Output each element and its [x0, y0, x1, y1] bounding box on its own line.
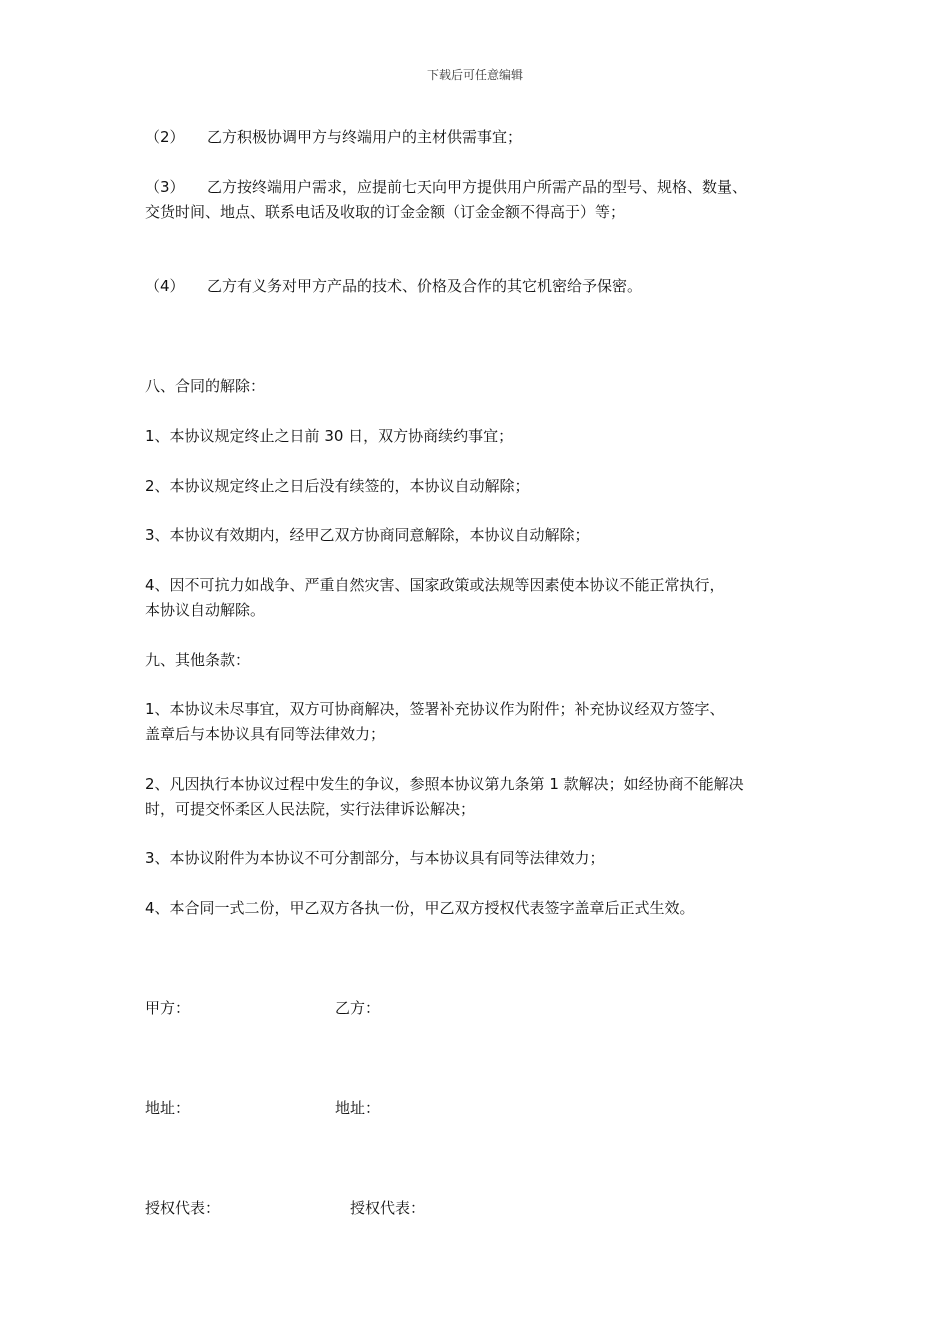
clause-8-4: 4、因不可抗力如战争、严重自然灾害、国家政策或法规等因素使本协议不能正常执行， [145, 576, 725, 594]
clause-7-2 [145, 125, 522, 149]
section-8-title: 八、合同的解除： [145, 377, 266, 395]
clause-9-4: 4、本合同一式二份，甲乙双方各执一份，甲乙双方授权代表签字盖章后正式生效。 [145, 899, 695, 917]
party-b-address-label: 地址： [335, 1099, 381, 1117]
clause-8-2: 2、本协议规定终止之日后没有续签的，本协议自动解除； [145, 477, 530, 495]
clause-number: （4） [145, 277, 185, 295]
party-b-label: 乙方： [335, 999, 381, 1017]
clause-9-2-continued: 时，可提交怀柔区人民法院，实行法律诉讼解决； [145, 800, 476, 818]
clause-text: 乙方积极协调甲方与终端用户的主材供需事宜； [207, 128, 523, 146]
page-header: 下载后可任意编辑 [426, 68, 523, 82]
clause-text: 乙方按终端用户需求，应提前七天向甲方提供用户所需产品的型号、规格、数量、 [207, 178, 748, 196]
clause-7-4 [145, 274, 642, 298]
section-9-title: 九、其他条款： [145, 651, 251, 669]
party-a-representative-label: 授权代表： [145, 1199, 221, 1217]
clause-9-1: 1、本协议未尽事宜，双方可协商解决，签署补充协议作为附件；补充协议经双方签字、 [145, 700, 725, 718]
clause-9-1-continued: 盖章后与本协议具有同等法律效力； [145, 725, 386, 743]
party-a-address-label: 地址： [145, 1099, 191, 1117]
clause-9-2: 2、凡因执行本协议过程中发生的争议，参照本协议第九条第 1 款解决；如经协商不能解决 [145, 775, 744, 793]
clause-7-3-continued: 交货时间、地点、联系电话及收取的订金金额（订金金额不得高于）等； [145, 203, 626, 221]
clause-number: （3） [145, 178, 185, 196]
party-a-label: 甲方： [145, 999, 191, 1017]
clause-9-3: 3、本协议附件为本协议不可分割部分，与本协议具有同等法律效力； [145, 849, 605, 867]
clause-8-1: 1、本协议规定终止之日前 30 日，双方协商续约事宜； [145, 427, 514, 445]
clause-number: （2） [145, 128, 185, 146]
party-b-representative-label: 授权代表： [350, 1199, 426, 1217]
clause-7-3 [145, 175, 747, 199]
clause-8-3: 3、本协议有效期内，经甲乙双方协商同意解除，本协议自动解除； [145, 526, 590, 544]
clause-text: 乙方有义务对甲方产品的技术、价格及合作的其它机密给予保密。 [207, 277, 643, 295]
clause-8-4-continued: 本协议自动解除。 [145, 601, 266, 619]
